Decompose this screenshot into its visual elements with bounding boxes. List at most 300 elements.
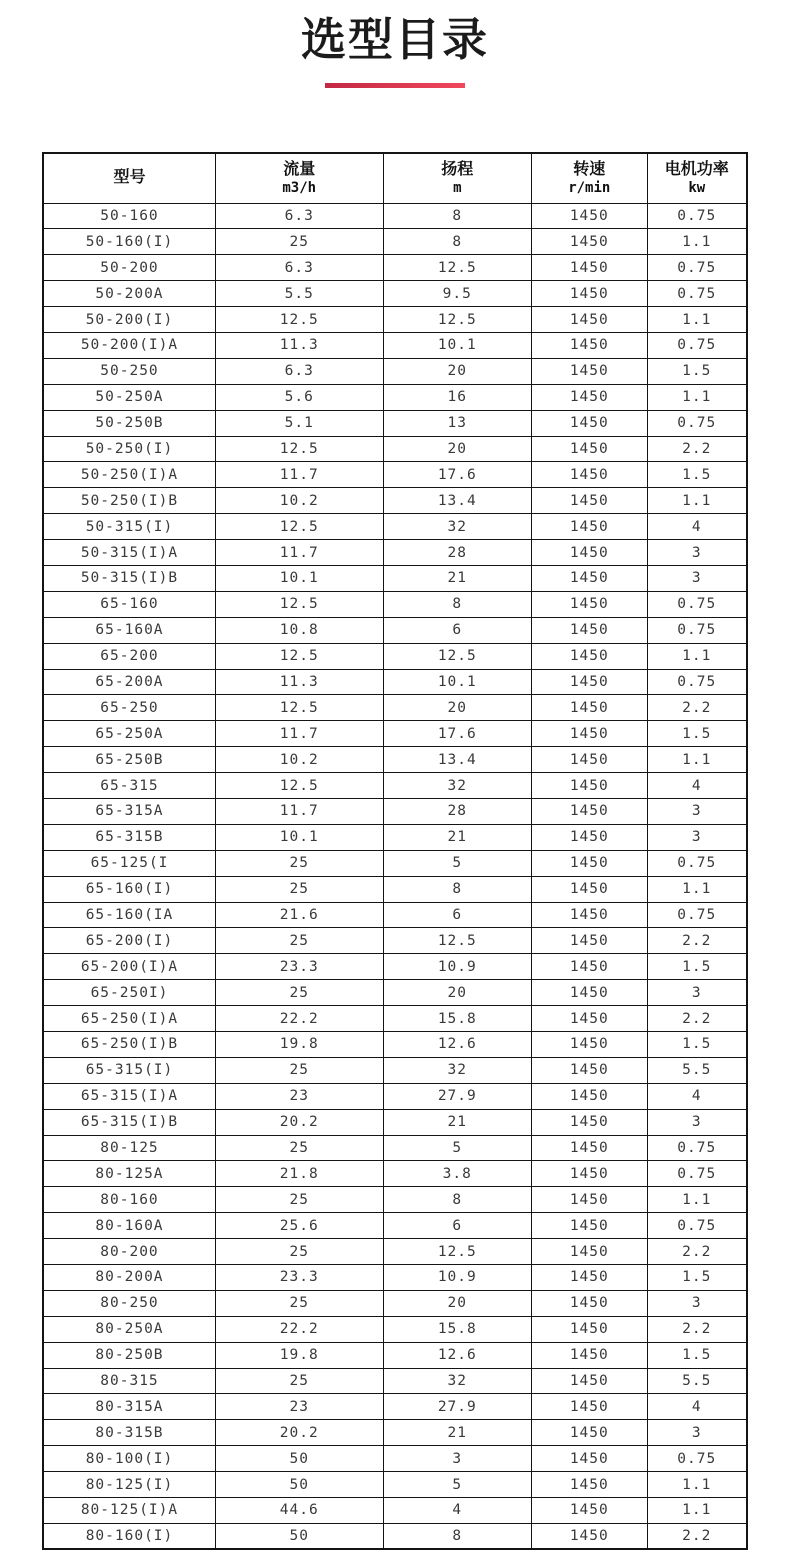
cell-power: 3 [647, 798, 747, 824]
table-row [43, 1316, 747, 1342]
table-body [43, 203, 747, 1549]
cell-model: 65-315 [43, 773, 215, 799]
cell-model: 65-250A [43, 721, 215, 747]
cell-model: 80-160 [43, 1187, 215, 1213]
cell-model: 80-315B [43, 1420, 215, 1446]
table-row [43, 229, 747, 255]
cell-power: 2.2 [647, 1239, 747, 1265]
cell-model: 50-315(I) [43, 514, 215, 540]
cell-power: 2.2 [647, 1523, 747, 1549]
cell-power: 0.75 [647, 617, 747, 643]
cell-model: 50-200A [43, 281, 215, 307]
table-row [43, 307, 747, 333]
cell-speed: 1450 [532, 721, 647, 747]
cell-model: 80-315A [43, 1394, 215, 1420]
cell-head: 20 [383, 436, 532, 462]
cell-flow: 12.5 [215, 773, 383, 799]
table-row [43, 721, 747, 747]
cell-flow: 12.5 [215, 436, 383, 462]
title-underline [325, 83, 465, 88]
cell-flow: 50 [215, 1523, 383, 1549]
cell-flow: 6.3 [215, 255, 383, 281]
cell-speed: 1450 [532, 1420, 647, 1446]
table-row [43, 850, 747, 876]
column-header-speed [532, 153, 647, 203]
cell-head: 12.6 [383, 1032, 532, 1058]
cell-power: 1.5 [647, 954, 747, 980]
table-row [43, 1213, 747, 1239]
cell-model: 65-200(I)A [43, 954, 215, 980]
cell-head: 5 [383, 1472, 532, 1498]
cell-speed: 1450 [532, 695, 647, 721]
cell-model: 50-250 [43, 358, 215, 384]
cell-model: 80-125 [43, 1135, 215, 1161]
cell-model: 80-315 [43, 1368, 215, 1394]
cell-speed: 1450 [532, 876, 647, 902]
cell-speed: 1450 [532, 1394, 647, 1420]
cell-speed: 1450 [532, 514, 647, 540]
cell-power: 3 [647, 824, 747, 850]
cell-model: 80-250 [43, 1290, 215, 1316]
cell-speed: 1450 [532, 565, 647, 591]
cell-speed: 1450 [532, 1290, 647, 1316]
cell-power: 1.1 [647, 229, 747, 255]
table-row [43, 1161, 747, 1187]
table-row [43, 617, 747, 643]
cell-power: 1.5 [647, 721, 747, 747]
cell-model: 50-315(I)B [43, 565, 215, 591]
cell-power: 1.5 [647, 1032, 747, 1058]
table-row [43, 1265, 747, 1291]
cell-flow: 25 [215, 1368, 383, 1394]
cell-power: 1.1 [647, 643, 747, 669]
table-row [43, 980, 747, 1006]
cell-speed: 1450 [532, 540, 647, 566]
table-row [43, 954, 747, 980]
page-title: 选型目录 [300, 14, 489, 65]
cell-power: 2.2 [647, 1006, 747, 1032]
column-header-unit: kw [688, 179, 706, 196]
cell-model: 80-200A [43, 1265, 215, 1291]
column-header-head [383, 153, 532, 203]
table-row [43, 1057, 747, 1083]
cell-power: 0.75 [647, 332, 747, 358]
cell-head: 13 [383, 410, 532, 436]
cell-model: 50-160 [43, 203, 215, 229]
table-row [43, 1032, 747, 1058]
cell-head: 21 [383, 824, 532, 850]
cell-head: 9.5 [383, 281, 532, 307]
cell-head: 21 [383, 565, 532, 591]
cell-head: 6 [383, 617, 532, 643]
cell-speed: 1450 [532, 747, 647, 773]
table-row [43, 1006, 747, 1032]
cell-speed: 1450 [532, 1213, 647, 1239]
cell-flow: 11.7 [215, 462, 383, 488]
cell-power: 0.75 [647, 255, 747, 281]
cell-flow: 10.2 [215, 747, 383, 773]
cell-head: 5 [383, 1135, 532, 1161]
cell-power: 1.5 [647, 1265, 747, 1291]
cell-power: 1.5 [647, 1342, 747, 1368]
cell-flow: 10.8 [215, 617, 383, 643]
cell-power: 1.1 [647, 876, 747, 902]
table-row [43, 1368, 747, 1394]
cell-model: 80-250A [43, 1316, 215, 1342]
cell-model: 80-160A [43, 1213, 215, 1239]
cell-flow: 50 [215, 1446, 383, 1472]
header-row [43, 153, 747, 203]
cell-speed: 1450 [532, 410, 647, 436]
cell-flow: 21.8 [215, 1161, 383, 1187]
cell-power: 0.75 [647, 669, 747, 695]
cell-flow: 21.6 [215, 902, 383, 928]
cell-head: 4 [383, 1498, 532, 1524]
cell-head: 13.4 [383, 747, 532, 773]
cell-speed: 1450 [532, 850, 647, 876]
cell-head: 20 [383, 358, 532, 384]
cell-head: 10.9 [383, 954, 532, 980]
cell-model: 65-160(I) [43, 876, 215, 902]
cell-flow: 25 [215, 229, 383, 255]
cell-speed: 1450 [532, 1523, 647, 1549]
cell-flow: 6.3 [215, 358, 383, 384]
table-row [43, 1187, 747, 1213]
cell-model: 65-315(I)B [43, 1109, 215, 1135]
cell-model: 50-315(I)A [43, 540, 215, 566]
cell-head: 32 [383, 1368, 532, 1394]
cell-speed: 1450 [532, 1006, 647, 1032]
cell-power: 1.5 [647, 462, 747, 488]
cell-power: 3 [647, 1109, 747, 1135]
cell-speed: 1450 [532, 1109, 647, 1135]
cell-model: 50-200 [43, 255, 215, 281]
cell-head: 6 [383, 902, 532, 928]
cell-power: 1.1 [647, 747, 747, 773]
column-header-label: 转速 [573, 160, 606, 178]
table-row [43, 1472, 747, 1498]
cell-model: 65-250(I)B [43, 1032, 215, 1058]
cell-power: 0.75 [647, 1446, 747, 1472]
cell-power: 4 [647, 514, 747, 540]
table-row [43, 669, 747, 695]
table-row [43, 643, 747, 669]
cell-model: 65-250(I)A [43, 1006, 215, 1032]
cell-model: 50-160(I) [43, 229, 215, 255]
table-row [43, 1394, 747, 1420]
column-header-label: 流量 [283, 160, 316, 178]
cell-power: 1.1 [647, 384, 747, 410]
cell-head: 27.9 [383, 1083, 532, 1109]
cell-flow: 44.6 [215, 1498, 383, 1524]
cell-flow: 25 [215, 980, 383, 1006]
table-row [43, 747, 747, 773]
cell-power: 0.75 [647, 1161, 747, 1187]
cell-power: 5.5 [647, 1057, 747, 1083]
cell-power: 4 [647, 773, 747, 799]
cell-flow: 12.5 [215, 514, 383, 540]
cell-power: 1.1 [647, 1472, 747, 1498]
cell-flow: 5.6 [215, 384, 383, 410]
cell-flow: 25 [215, 1290, 383, 1316]
cell-flow: 25 [215, 928, 383, 954]
cell-power: 0.75 [647, 203, 747, 229]
cell-flow: 25 [215, 850, 383, 876]
cell-speed: 1450 [532, 384, 647, 410]
cell-model: 65-315A [43, 798, 215, 824]
table-row [43, 255, 747, 281]
cell-power: 0.75 [647, 410, 747, 436]
table-row [43, 773, 747, 799]
table-row [43, 1083, 747, 1109]
cell-speed: 1450 [532, 617, 647, 643]
cell-speed: 1450 [532, 591, 647, 617]
cell-power: 4 [647, 1083, 747, 1109]
table-row [43, 488, 747, 514]
cell-speed: 1450 [532, 332, 647, 358]
cell-flow: 10.1 [215, 565, 383, 591]
cell-model: 80-125(I)A [43, 1498, 215, 1524]
cell-power: 2.2 [647, 436, 747, 462]
cell-speed: 1450 [532, 1446, 647, 1472]
cell-speed: 1450 [532, 255, 647, 281]
cell-speed: 1450 [532, 203, 647, 229]
cell-flow: 22.2 [215, 1316, 383, 1342]
cell-power: 5.5 [647, 1368, 747, 1394]
cell-power: 1.1 [647, 307, 747, 333]
cell-model: 50-250(I)A [43, 462, 215, 488]
column-header-label: 扬程 [441, 160, 474, 178]
cell-head: 20 [383, 980, 532, 1006]
cell-power: 1.1 [647, 1498, 747, 1524]
cell-flow: 20.2 [215, 1420, 383, 1446]
selection-table [42, 152, 748, 1550]
cell-power: 0.75 [647, 902, 747, 928]
cell-head: 10.9 [383, 1265, 532, 1291]
table-row [43, 384, 747, 410]
cell-power: 3 [647, 565, 747, 591]
cell-power: 0.75 [647, 850, 747, 876]
table-row [43, 1109, 747, 1135]
table-row [43, 1420, 747, 1446]
cell-head: 17.6 [383, 462, 532, 488]
cell-model: 80-250B [43, 1342, 215, 1368]
cell-flow: 25.6 [215, 1213, 383, 1239]
cell-head: 27.9 [383, 1394, 532, 1420]
cell-head: 8 [383, 203, 532, 229]
cell-flow: 20.2 [215, 1109, 383, 1135]
cell-head: 28 [383, 798, 532, 824]
cell-head: 8 [383, 1523, 532, 1549]
table-row [43, 462, 747, 488]
table-row [43, 798, 747, 824]
cell-speed: 1450 [532, 1368, 647, 1394]
table-row [43, 876, 747, 902]
cell-model: 80-160(I) [43, 1523, 215, 1549]
column-header-model [43, 153, 215, 203]
cell-head: 8 [383, 591, 532, 617]
cell-speed: 1450 [532, 902, 647, 928]
cell-flow: 11.3 [215, 332, 383, 358]
cell-head: 6 [383, 1213, 532, 1239]
cell-model: 65-250I) [43, 980, 215, 1006]
table-row [43, 824, 747, 850]
cell-model: 65-250B [43, 747, 215, 773]
cell-model: 65-160(IA [43, 902, 215, 928]
table-row [43, 514, 747, 540]
table-row [43, 928, 747, 954]
cell-head: 21 [383, 1420, 532, 1446]
cell-flow: 25 [215, 1187, 383, 1213]
cell-flow: 23.3 [215, 1265, 383, 1291]
cell-speed: 1450 [532, 1057, 647, 1083]
cell-head: 17.6 [383, 721, 532, 747]
column-header-unit: r/min [568, 179, 611, 196]
cell-flow: 25 [215, 1239, 383, 1265]
table-row [43, 281, 747, 307]
table-header [43, 153, 747, 203]
cell-power: 0.75 [647, 281, 747, 307]
cell-head: 10.1 [383, 669, 532, 695]
cell-speed: 1450 [532, 669, 647, 695]
table-row [43, 410, 747, 436]
cell-model: 80-125(I) [43, 1472, 215, 1498]
cell-speed: 1450 [532, 1032, 647, 1058]
cell-model: 65-315B [43, 824, 215, 850]
cell-head: 16 [383, 384, 532, 410]
table-row [43, 203, 747, 229]
cell-head: 20 [383, 1290, 532, 1316]
cell-flow: 23.3 [215, 954, 383, 980]
cell-model: 80-200 [43, 1239, 215, 1265]
cell-flow: 12.5 [215, 643, 383, 669]
cell-power: 3 [647, 1420, 747, 1446]
cell-power: 2.2 [647, 695, 747, 721]
cell-flow: 11.7 [215, 798, 383, 824]
cell-model: 65-160A [43, 617, 215, 643]
cell-head: 5 [383, 850, 532, 876]
cell-flow: 23 [215, 1083, 383, 1109]
column-header-flow [215, 153, 383, 203]
cell-flow: 23 [215, 1394, 383, 1420]
cell-flow: 11.7 [215, 540, 383, 566]
cell-speed: 1450 [532, 928, 647, 954]
cell-flow: 11.7 [215, 721, 383, 747]
cell-power: 1.1 [647, 488, 747, 514]
cell-flow: 19.8 [215, 1342, 383, 1368]
cell-head: 15.8 [383, 1316, 532, 1342]
cell-head: 13.4 [383, 488, 532, 514]
cell-speed: 1450 [532, 281, 647, 307]
column-header-unit: m3/h [282, 179, 317, 196]
cell-head: 20 [383, 695, 532, 721]
cell-speed: 1450 [532, 1083, 647, 1109]
cell-model: 50-250(I)B [43, 488, 215, 514]
cell-flow: 5.1 [215, 410, 383, 436]
cell-power: 1.5 [647, 358, 747, 384]
cell-head: 15.8 [383, 1006, 532, 1032]
cell-power: 2.2 [647, 1316, 747, 1342]
cell-head: 32 [383, 773, 532, 799]
cell-speed: 1450 [532, 1135, 647, 1161]
table-row [43, 1290, 747, 1316]
cell-flow: 50 [215, 1472, 383, 1498]
cell-model: 50-250A [43, 384, 215, 410]
table-row [43, 1239, 747, 1265]
cell-model: 50-200(I) [43, 307, 215, 333]
cell-speed: 1450 [532, 1316, 647, 1342]
cell-speed: 1450 [532, 824, 647, 850]
cell-speed: 1450 [532, 798, 647, 824]
cell-speed: 1450 [532, 1342, 647, 1368]
cell-head: 28 [383, 540, 532, 566]
table-row [43, 332, 747, 358]
cell-head: 32 [383, 1057, 532, 1083]
cell-flow: 10.2 [215, 488, 383, 514]
table-row [43, 1498, 747, 1524]
cell-speed: 1450 [532, 358, 647, 384]
cell-speed: 1450 [532, 229, 647, 255]
cell-head: 8 [383, 876, 532, 902]
cell-power: 3 [647, 1290, 747, 1316]
cell-head: 12.5 [383, 255, 532, 281]
table-row [43, 436, 747, 462]
cell-model: 65-200(I) [43, 928, 215, 954]
cell-speed: 1450 [532, 643, 647, 669]
cell-speed: 1450 [532, 488, 647, 514]
cell-head: 21 [383, 1109, 532, 1135]
column-header-label: 电机功率 [664, 160, 729, 178]
cell-head: 10.1 [383, 332, 532, 358]
cell-flow: 10.1 [215, 824, 383, 850]
cell-speed: 1450 [532, 1161, 647, 1187]
cell-head: 32 [383, 514, 532, 540]
cell-speed: 1450 [532, 980, 647, 1006]
table-row [43, 1135, 747, 1161]
cell-speed: 1450 [532, 1239, 647, 1265]
cell-head: 8 [383, 1187, 532, 1213]
cell-flow: 22.2 [215, 1006, 383, 1032]
cell-model: 65-315(I)A [43, 1083, 215, 1109]
cell-speed: 1450 [532, 954, 647, 980]
cell-flow: 25 [215, 876, 383, 902]
cell-model: 80-125A [43, 1161, 215, 1187]
cell-flow: 25 [215, 1135, 383, 1161]
cell-model: 50-200(I)A [43, 332, 215, 358]
cell-flow: 12.5 [215, 695, 383, 721]
cell-speed: 1450 [532, 1472, 647, 1498]
cell-speed: 1450 [532, 307, 647, 333]
cell-flow: 11.3 [215, 669, 383, 695]
cell-model: 65-125(I [43, 850, 215, 876]
cell-power: 4 [647, 1394, 747, 1420]
table-row [43, 1523, 747, 1549]
cell-flow: 12.5 [215, 591, 383, 617]
cell-speed: 1450 [532, 1265, 647, 1291]
cell-head: 12.5 [383, 643, 532, 669]
cell-power: 1.1 [647, 1187, 747, 1213]
cell-model: 65-200A [43, 669, 215, 695]
table-row [43, 358, 747, 384]
cell-speed: 1450 [532, 1187, 647, 1213]
cell-flow: 12.5 [215, 307, 383, 333]
cell-power: 3 [647, 980, 747, 1006]
table-row [43, 695, 747, 721]
cell-model: 50-250B [43, 410, 215, 436]
cell-power: 2.2 [647, 928, 747, 954]
column-header-power [647, 153, 747, 203]
table-row [43, 1446, 747, 1472]
